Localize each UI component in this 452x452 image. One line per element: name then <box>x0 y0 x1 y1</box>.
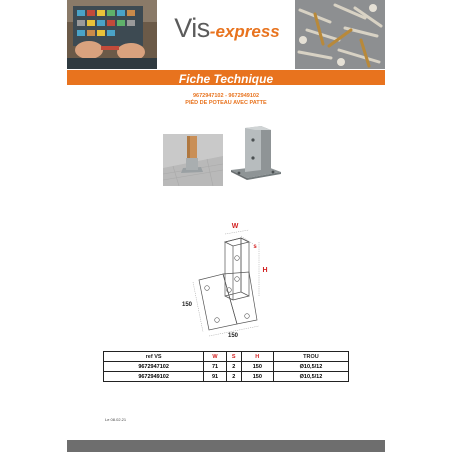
document-date: Le 08.02.21 <box>105 417 127 422</box>
tools-photo <box>67 0 157 69</box>
vis-express-logo <box>159 13 295 53</box>
cell-trou: Ø10,5/12 <box>273 362 348 372</box>
dimension-w-label: W <box>231 223 239 230</box>
cell-h: 150 <box>241 372 273 382</box>
installation-photo <box>163 134 223 186</box>
table-row <box>104 372 349 382</box>
logo-express-text: -express <box>209 22 280 41</box>
header-ref-vs: ref VS <box>104 352 204 362</box>
cell-s: 2 <box>226 362 241 372</box>
specifications-table <box>103 351 349 382</box>
dimension-s-label: s <box>253 244 257 250</box>
cell-ref: 9672949102 <box>104 372 204 382</box>
cell-ref: 9672947102 <box>104 362 204 372</box>
footer-bar <box>67 440 385 452</box>
cell-trou: Ø10,5/12 <box>273 372 348 382</box>
header-s: S <box>226 352 241 362</box>
technical-drawing <box>179 216 283 338</box>
dimension-bottom-label: 150 <box>227 333 239 338</box>
header-trou: TROU <box>273 352 348 362</box>
cell-s: 2 <box>226 372 241 382</box>
logo-vis-text: Vis <box>174 13 210 43</box>
header-w: W <box>204 352 227 362</box>
header-banner <box>67 0 385 69</box>
screws-photo <box>295 0 385 69</box>
technical-sheet <box>67 0 385 452</box>
cell-w: 71 <box>204 362 227 372</box>
fiche-technique-title-bar <box>67 69 385 86</box>
cell-w: 91 <box>204 372 227 382</box>
cell-h: 150 <box>241 362 273 372</box>
dimension-left-label: 150 <box>181 302 193 308</box>
table-row <box>104 362 349 372</box>
page-title: Fiche Technique <box>178 72 274 86</box>
post-base-photo <box>225 124 285 186</box>
dimension-h-label: H <box>262 267 268 274</box>
product-name: PIÉD DE POTEAU AVEC PATTE <box>185 100 267 106</box>
product-references: 9672947102 - 9672949102 <box>192 93 260 99</box>
header-h: H <box>241 352 273 362</box>
table-header-row <box>104 352 349 362</box>
